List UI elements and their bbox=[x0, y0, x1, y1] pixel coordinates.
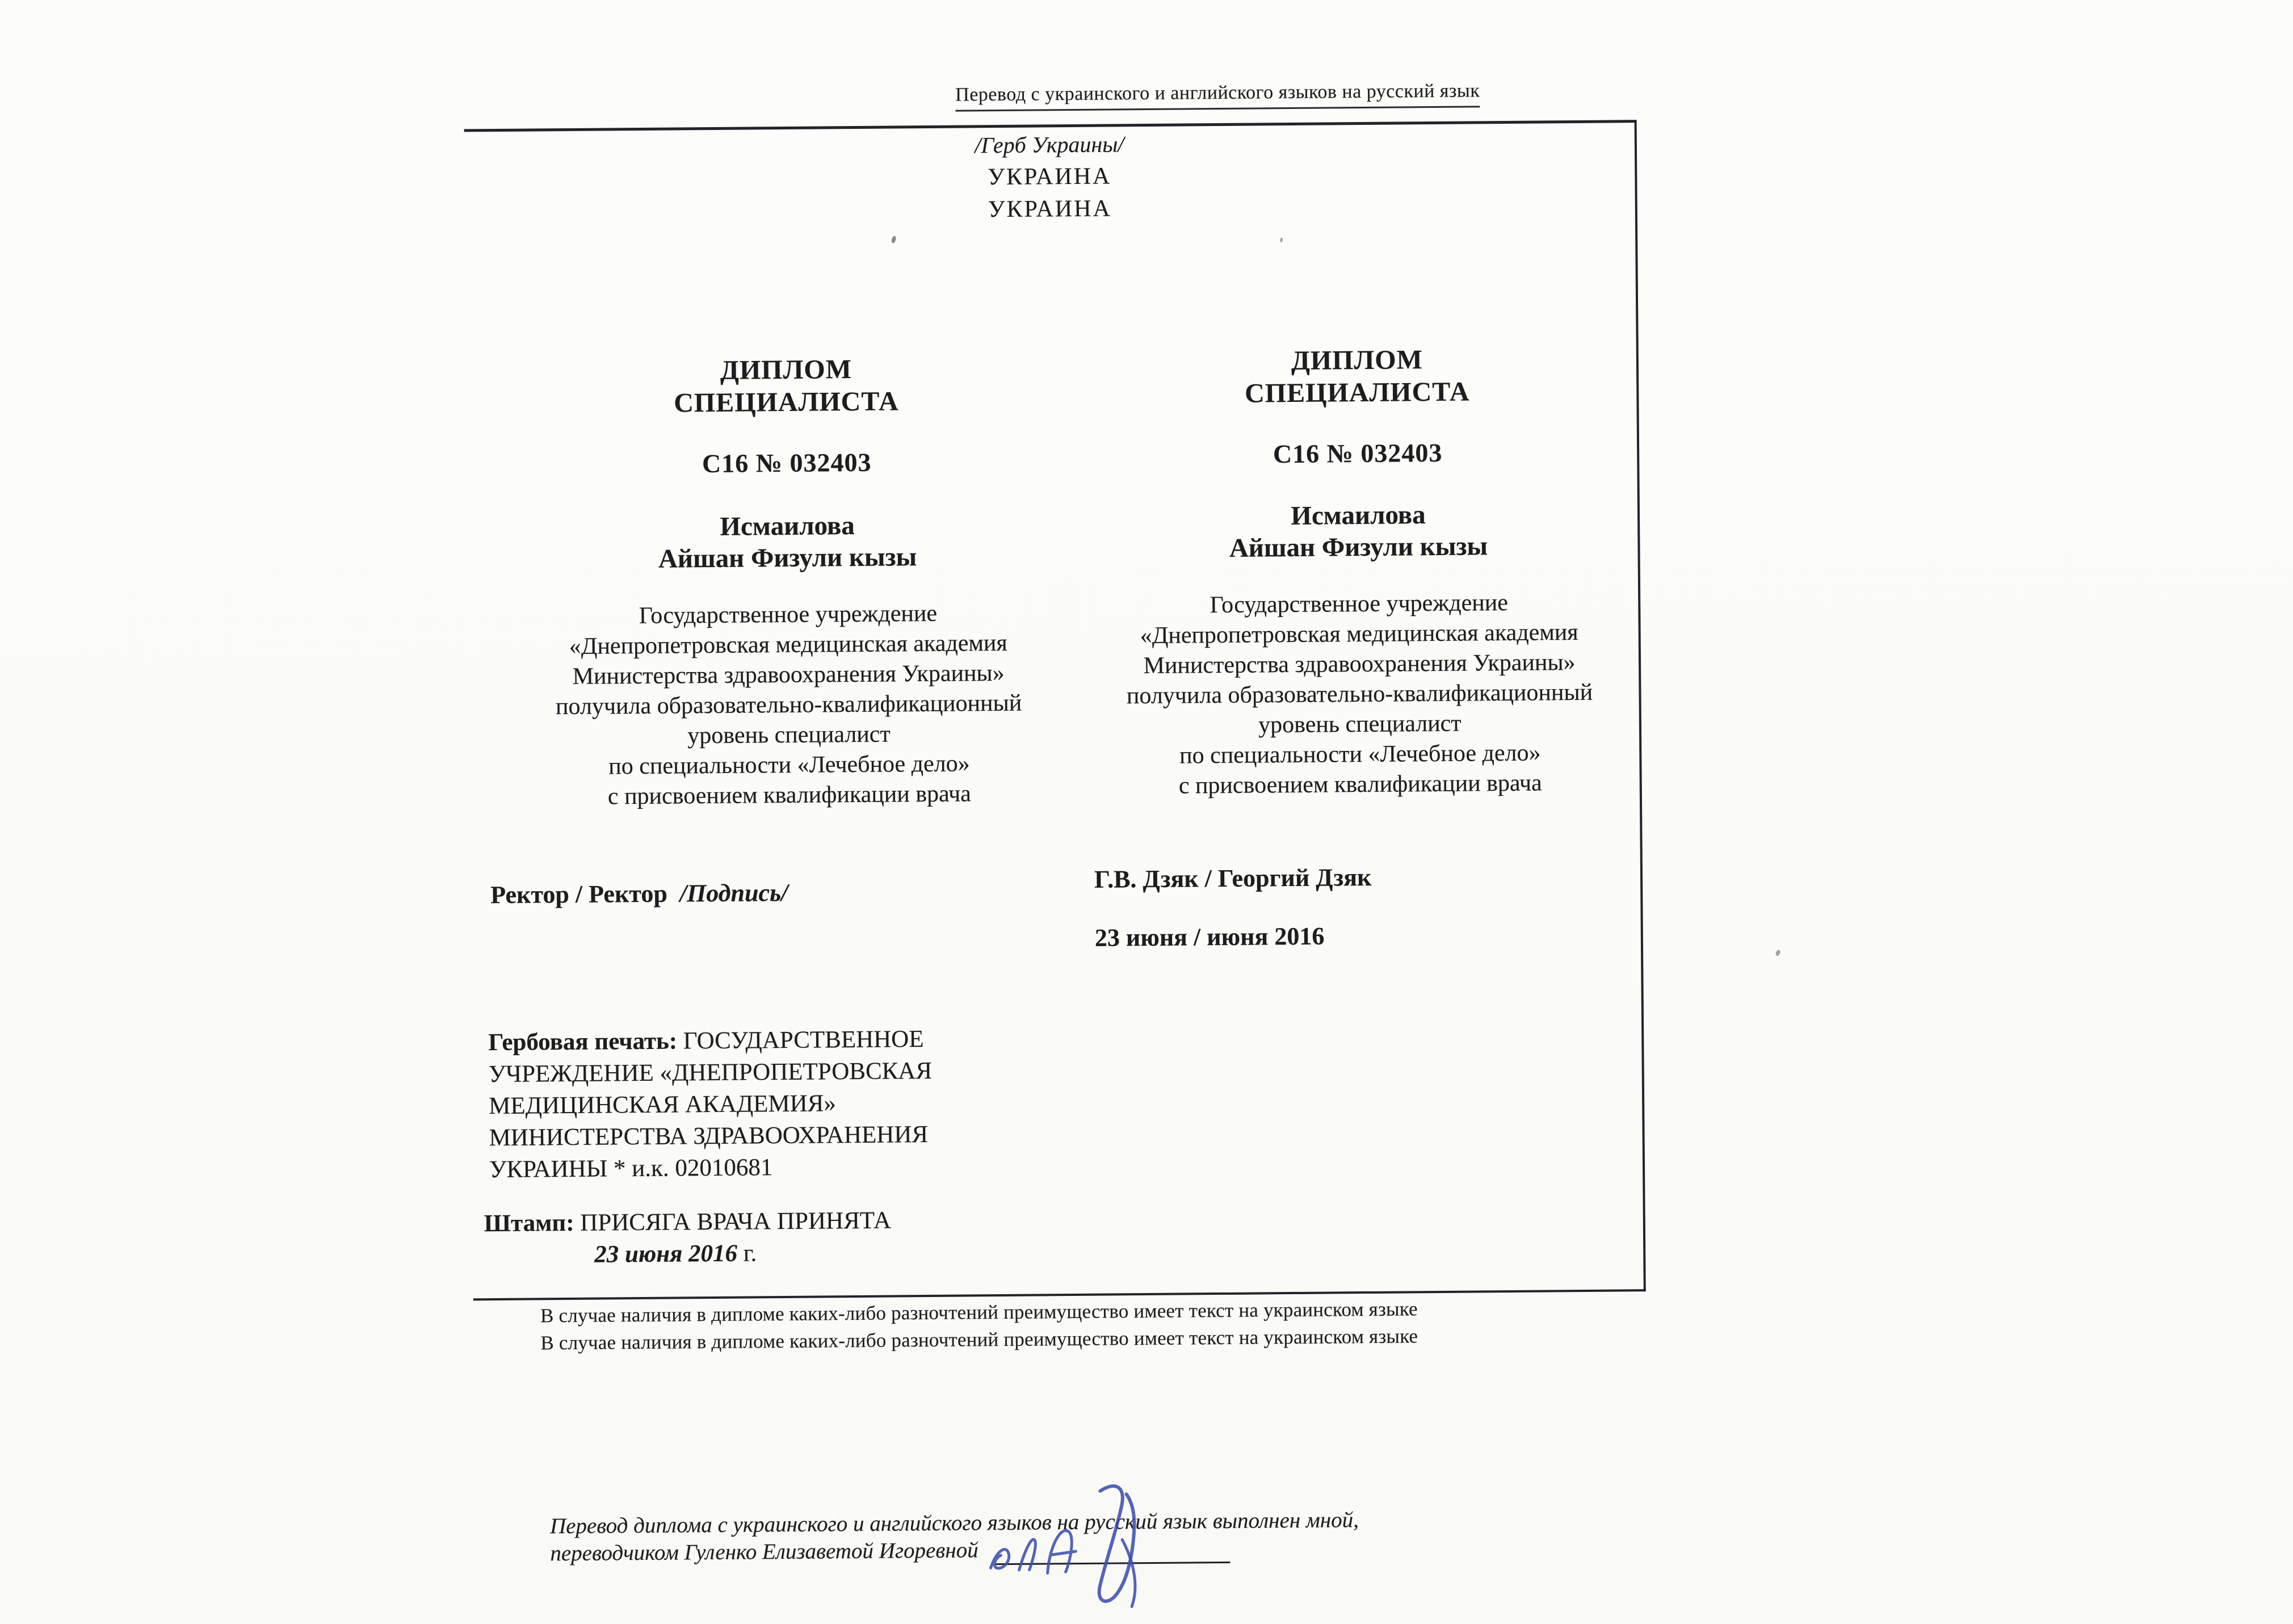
stamp-transcription-line1 bbox=[484, 1207, 892, 1238]
institution-right-line: получила образовательно-квалификационный bbox=[1126, 679, 1593, 710]
issue-date-right: 23 июня / июня 2016 bbox=[1094, 922, 1325, 952]
stamp-date-suffix: г. bbox=[743, 1240, 757, 1267]
institution-left-line: с присвоением квалификации врача bbox=[607, 780, 971, 810]
institution-left-line: Государственное учреждение bbox=[639, 600, 938, 630]
diploma-title-right bbox=[1079, 342, 1636, 411]
rector-label: Ректор / Ректор bbox=[490, 879, 668, 909]
diploma-title-right-line2: СПЕЦИАЛИСТА bbox=[1244, 376, 1470, 409]
stamp-date: 23 июня 2016 bbox=[594, 1240, 738, 1268]
seal-label: Гербовая печать: bbox=[488, 1027, 678, 1056]
seal-line: МИНИСТЕРСТВА ЗДРАВООХРАНЕНИЯ bbox=[489, 1121, 929, 1152]
seal-line: МЕДИЦИНСКАЯ АКАДЕМИЯ» bbox=[488, 1090, 837, 1120]
institution-right-line: Министерства здравоохранения Украины» bbox=[1143, 649, 1576, 679]
holder-surname-left: Исмаилова bbox=[720, 511, 855, 542]
translator-statement-line2: переводчиком Гуленко Елизаветой Игоревной bbox=[550, 1538, 978, 1566]
institution-text-left bbox=[504, 598, 1073, 813]
institution-right-line: уровень специалист bbox=[1258, 710, 1462, 738]
diploma-title-left bbox=[502, 351, 1070, 421]
diploma-number-left: С16 № 032403 bbox=[702, 447, 872, 479]
institution-left-line: получила образовательно-квалификационный bbox=[555, 690, 1022, 720]
translation-direction-note: Перевод с украинского и английского языков на русский язык bbox=[955, 80, 1480, 111]
institution-right-line: «Днепропетровская медицинская академия bbox=[1140, 619, 1578, 649]
institution-right-line: с присвоением квалификации врача bbox=[1178, 770, 1542, 799]
rector-signature-line bbox=[490, 878, 788, 909]
seal-line: УКРАИНЫ * и.к. 02010681 bbox=[489, 1154, 773, 1184]
seal-line: УЧРЕЖДЕНИЕ «ДНЕПРОПЕТРОВСКАЯ bbox=[488, 1057, 933, 1088]
institution-text-right bbox=[1081, 587, 1639, 802]
holder-givenname-right: Айшан Физули кызы bbox=[1229, 531, 1488, 563]
seal-line bbox=[488, 1023, 932, 1059]
institution-left-line: «Днепропетровская медицинская академия bbox=[569, 630, 1007, 660]
translator-statement-line1: Перевод диплома с украинского и английского языков на русский язык выполнен мной, bbox=[549, 1508, 1359, 1539]
stamp-text: ПРИСЯГА ВРАЧА ПРИНЯТА bbox=[580, 1207, 892, 1236]
translator-signature bbox=[971, 1471, 1238, 1615]
institution-left-line: уровень специалист bbox=[687, 721, 891, 749]
holder-name-right bbox=[1080, 497, 1637, 565]
diploma-title-left-line1: ДИПЛОМ bbox=[720, 354, 852, 385]
country-name-line2: УКРАИНА bbox=[988, 195, 1112, 223]
rector-signature-note: /Подпись/ bbox=[679, 878, 788, 908]
rector-name-right: Г.В. Дзяк / Георгий Дзяк bbox=[1094, 863, 1372, 893]
scan-speck bbox=[1775, 949, 1781, 956]
holder-givenname-left: Айшан Физули кызы bbox=[658, 542, 917, 574]
diploma-title-right-line1: ДИПЛОМ bbox=[1291, 345, 1423, 376]
country-name-line1: УКРАИНА bbox=[988, 163, 1112, 191]
language-precedence-note-1: В случае наличия в дипломе каких-либо разночтений преимущество имеет текст на украинском языке bbox=[540, 1298, 1418, 1327]
holder-surname-right: Исмаилова bbox=[1291, 500, 1426, 531]
coat-of-arms-note: /Герб Украины/ bbox=[975, 131, 1124, 158]
institution-right-line: Государственное учреждение bbox=[1210, 589, 1509, 619]
stamp-transcription-line2 bbox=[594, 1239, 757, 1268]
institution-left-line: по специальности «Лечебное дело» bbox=[608, 750, 970, 780]
language-precedence-note-2: В случае наличия в дипломе каких-либо разночтений преимущество имеет текст на украинском языке bbox=[540, 1325, 1418, 1354]
diploma-number-right: С16 № 032403 bbox=[1273, 438, 1443, 469]
diploma-title-left-line2: СПЕЦИАЛИСТА bbox=[674, 386, 899, 418]
institution-right-line: по специальности «Лечебное дело» bbox=[1179, 740, 1541, 769]
holder-name-left bbox=[503, 508, 1072, 576]
seal-text: ГОСУДАРСТВЕННОЕ bbox=[683, 1026, 924, 1055]
seal-transcription bbox=[488, 1023, 933, 1186]
institution-left-line: Министерства здравоохранения Украины» bbox=[572, 660, 1005, 690]
stamp-label: Штамп: bbox=[484, 1209, 574, 1237]
